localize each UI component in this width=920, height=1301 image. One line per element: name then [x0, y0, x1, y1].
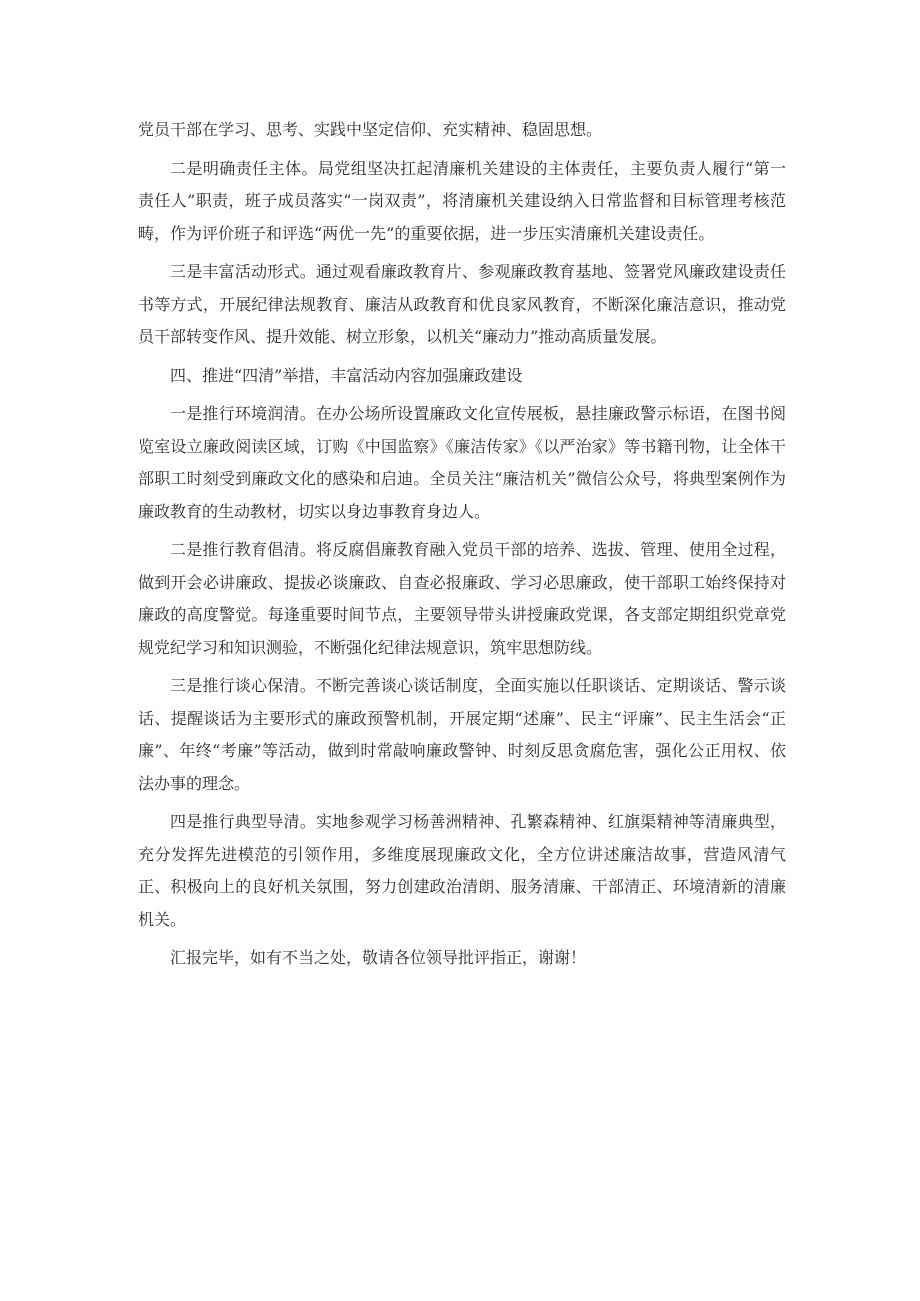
paragraph-continuation: 党员干部在学习、思考、实践中坚定信仰、充实精神、稳固思想。 — [138, 120, 603, 139]
document-body — [138, 114, 786, 981]
paragraph-activities: 三是丰富活动形式。通过观看廉政教育片、参观廉政教育基地、签署党风廉政建设责任书等方式，开展纪律法规教育、廉洁从政教育和优良家风教育，不断深化廉洁意识，推动党员干部转变作风、提升效能、树立形象，以机关“廉动力”推动高质量发展。 — [138, 262, 786, 346]
paragraph-closing: 汇报完毕，如有不当之处，敬请各位领导批评指正，谢谢！ — [170, 948, 587, 967]
paragraph-models: 四是推行典型导清。实地参观学习杨善洲精神、孔繁森精神、红旗渠精神等清廉典型，充分发挥先进模范的引领作用，多维度展现廉政文化，全方位讲述廉洁故事，营造风清气正、积极向上的良好机关氛围，努力创建政治清朗、服务清廉、干部清正、环境清新的清廉机关。 — [138, 812, 786, 929]
section-heading-four: 四、推进“四清”举措，丰富活动内容加强廉政建设 — [170, 365, 523, 385]
paragraph-responsibility: 二是明确责任主体。局党组坚决扛起清廉机关建设的主体责任，主要负责人履行“第一责任人”职责，班子成员落实“一岗双责”，将清廉机关建设纳入日常监督和目标管理考核范畴，作为评价班子和评选“两优一先”的重要依据，进一步压实清廉机关建设责任。 — [138, 158, 786, 243]
paragraph-education: 二是推行教育倡清。将反腐倡廉教育融入党员干部的培养、选拔、管理、使用全过程，做到开会必讲廉政、提拔必谈廉政、自查必报廉政、学习必思廉政，使干部职工始终保持对廉政的高度警觉。每逢重要时间节点，主要领导带头讲授廉政党课，各支部定期组织党章党规党纪学习和知识测验，不断强化纪律法规意识，筑牢思想防线。 — [138, 540, 786, 657]
paragraph-talks: 三是推行谈心保清。不断完善谈心谈话制度，全面实施以任职谈话、定期谈话、警示谈话、提醒谈话为主要形式的廉政预警机制，开展定期“述廉”、民主“评廉”、民主生活会“正廉”、年终“考廉”等活动，做到时常敲响廉政警钟、时刻反思贪腐危害，强化公正用权、依法办事的理念。 — [138, 676, 786, 793]
paragraph-environment: 一是推行环境润清。在办公场所设置廉政文化宣传展板，悬挂廉政警示标语，在图书阅览室设立廉政阅读区域，订购《中国监察》《廉洁传家》《以严治家》等书籍刊物，让全体干部职工时刻受到廉政文化的感染和启迪。全员关注“廉洁机关”微信公众号，将典型案例作为廉政教育的生动教材，切实以身边事教育身边人。 — [138, 404, 786, 521]
